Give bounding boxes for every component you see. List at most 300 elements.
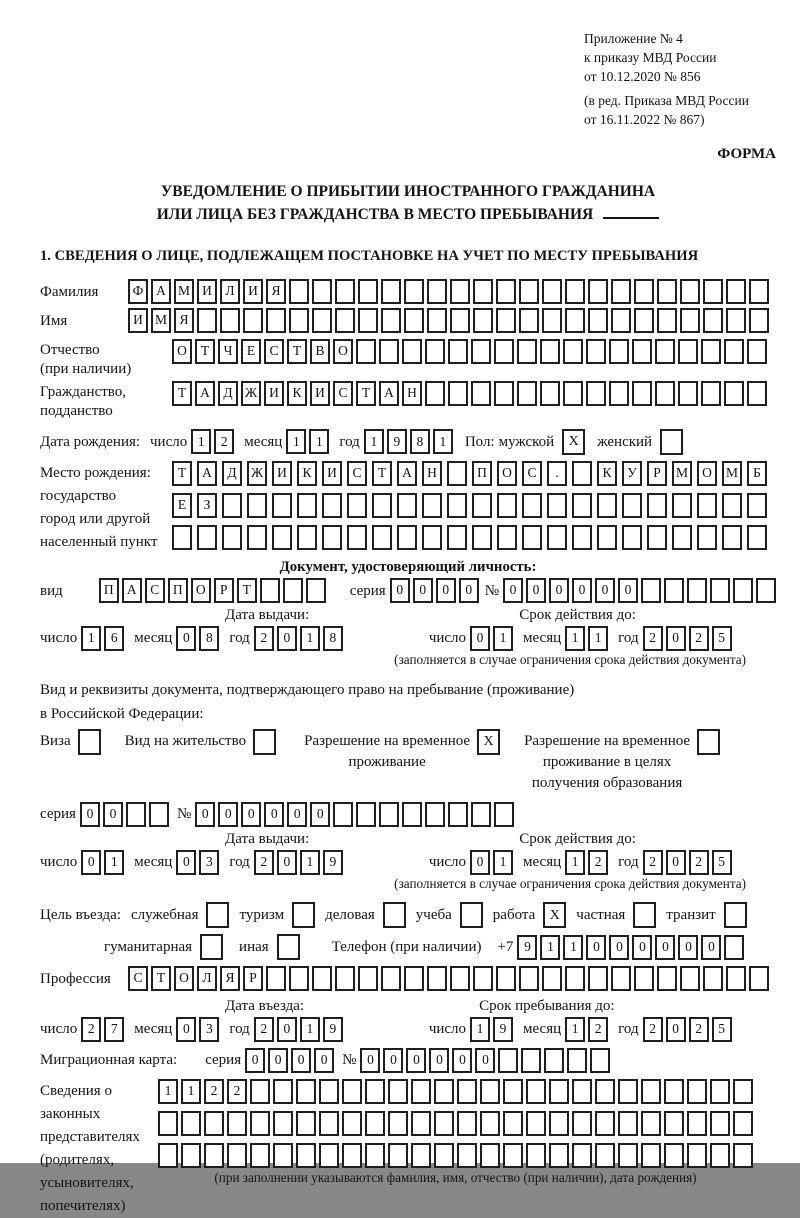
char-box[interactable] — [618, 1111, 638, 1136]
char-box[interactable]: Т — [151, 966, 171, 991]
char-box[interactable]: 1 — [300, 850, 320, 875]
char-box[interactable] — [609, 339, 629, 364]
char-box[interactable] — [473, 279, 493, 304]
char-box[interactable]: К — [297, 461, 317, 486]
char-box[interactable] — [563, 339, 583, 364]
char-box[interactable] — [425, 339, 445, 364]
char-box[interactable] — [471, 802, 491, 827]
char-box[interactable]: 1 — [364, 429, 384, 454]
char-box[interactable] — [356, 802, 376, 827]
char-box[interactable] — [664, 1111, 684, 1136]
char-box[interactable] — [588, 279, 608, 304]
char-box[interactable] — [358, 308, 378, 333]
char-box[interactable] — [372, 525, 392, 550]
char-box[interactable]: 1 — [81, 626, 101, 651]
char-box[interactable]: 0 — [277, 850, 297, 875]
char-box[interactable] — [634, 279, 654, 304]
char-box[interactable]: 0 — [618, 578, 638, 603]
char-box[interactable] — [549, 1111, 569, 1136]
char-box[interactable] — [547, 493, 567, 518]
char-box[interactable]: О — [174, 966, 194, 991]
char-box[interactable]: Е — [241, 339, 261, 364]
char-box[interactable]: Ж — [241, 381, 261, 406]
char-box[interactable] — [680, 308, 700, 333]
char-box[interactable]: 0 — [678, 935, 698, 960]
char-box[interactable] — [733, 1079, 753, 1104]
char-box[interactable]: 2 — [588, 850, 608, 875]
char-box[interactable]: А — [195, 381, 215, 406]
char-box[interactable] — [710, 1079, 730, 1104]
char-box[interactable] — [634, 308, 654, 333]
char-box[interactable]: 0 — [241, 802, 261, 827]
char-box[interactable]: 2 — [689, 1017, 709, 1042]
char-box[interactable] — [260, 578, 280, 603]
char-box[interactable] — [388, 1079, 408, 1104]
char-box[interactable]: Ф — [128, 279, 148, 304]
char-box[interactable]: 1 — [493, 626, 513, 651]
char-box[interactable] — [397, 493, 417, 518]
char-box[interactable] — [687, 1079, 707, 1104]
char-box[interactable] — [618, 1143, 638, 1168]
char-box[interactable]: 1 — [191, 429, 211, 454]
char-box[interactable] — [672, 493, 692, 518]
char-box[interactable] — [306, 578, 326, 603]
char-box[interactable]: 0 — [470, 850, 490, 875]
char-box[interactable]: 2 — [204, 1079, 224, 1104]
char-box[interactable] — [204, 1111, 224, 1136]
char-box[interactable] — [588, 966, 608, 991]
char-box[interactable]: Р — [243, 966, 263, 991]
char-box[interactable]: 9 — [323, 850, 343, 875]
char-box[interactable] — [657, 966, 677, 991]
char-box[interactable] — [427, 308, 447, 333]
char-box[interactable]: 0 — [655, 935, 675, 960]
purpose-other-checkbox[interactable] — [277, 934, 300, 960]
char-box[interactable]: 9 — [387, 429, 407, 454]
char-box[interactable]: 1 — [588, 626, 608, 651]
char-box[interactable] — [655, 339, 675, 364]
char-box[interactable] — [379, 802, 399, 827]
char-box[interactable] — [381, 279, 401, 304]
char-box[interactable]: Л — [220, 279, 240, 304]
char-box[interactable] — [540, 339, 560, 364]
char-box[interactable] — [517, 339, 537, 364]
char-box[interactable]: М — [722, 461, 742, 486]
char-box[interactable] — [756, 578, 776, 603]
char-box[interactable]: Т — [287, 339, 307, 364]
char-box[interactable] — [641, 1143, 661, 1168]
char-box[interactable] — [181, 1143, 201, 1168]
char-box[interactable] — [404, 279, 424, 304]
char-box[interactable]: В — [310, 339, 330, 364]
char-box[interactable]: 0 — [666, 626, 686, 651]
char-box[interactable] — [680, 279, 700, 304]
char-box[interactable] — [402, 802, 422, 827]
char-box[interactable]: 0 — [103, 802, 123, 827]
char-box[interactable] — [480, 1143, 500, 1168]
char-box[interactable] — [289, 279, 309, 304]
char-box[interactable]: Н — [402, 381, 422, 406]
char-box[interactable] — [687, 1143, 707, 1168]
char-box[interactable] — [381, 966, 401, 991]
char-box[interactable]: 0 — [176, 1017, 196, 1042]
char-box[interactable] — [697, 493, 717, 518]
char-box[interactable]: 0 — [572, 578, 592, 603]
char-box[interactable]: 0 — [81, 850, 101, 875]
char-box[interactable] — [703, 279, 723, 304]
char-box[interactable]: Т — [356, 381, 376, 406]
char-box[interactable] — [358, 279, 378, 304]
char-box[interactable] — [657, 308, 677, 333]
char-box[interactable] — [494, 802, 514, 827]
char-box[interactable]: М — [672, 461, 692, 486]
char-box[interactable] — [724, 935, 744, 960]
char-box[interactable]: 6 — [104, 626, 124, 651]
char-box[interactable] — [722, 525, 742, 550]
char-box[interactable]: 2 — [689, 850, 709, 875]
char-box[interactable] — [710, 1143, 730, 1168]
char-box[interactable] — [733, 1143, 753, 1168]
char-box[interactable]: О — [172, 339, 192, 364]
char-box[interactable] — [678, 381, 698, 406]
char-box[interactable] — [710, 578, 730, 603]
char-box[interactable] — [379, 339, 399, 364]
purpose-work-checkbox[interactable]: X — [543, 902, 566, 928]
char-box[interactable] — [586, 339, 606, 364]
char-box[interactable]: О — [697, 461, 717, 486]
char-box[interactable] — [519, 966, 539, 991]
char-box[interactable]: С — [347, 461, 367, 486]
char-box[interactable]: 2 — [254, 850, 274, 875]
char-box[interactable] — [273, 1111, 293, 1136]
char-box[interactable] — [322, 525, 342, 550]
char-box[interactable] — [266, 308, 286, 333]
char-box[interactable] — [655, 381, 675, 406]
char-box[interactable]: 8 — [410, 429, 430, 454]
char-box[interactable] — [542, 308, 562, 333]
char-box[interactable] — [641, 578, 661, 603]
char-box[interactable] — [611, 966, 631, 991]
char-box[interactable]: 1 — [493, 850, 513, 875]
char-box[interactable]: К — [287, 381, 307, 406]
char-box[interactable] — [567, 1048, 587, 1073]
char-box[interactable] — [427, 966, 447, 991]
char-box[interactable] — [595, 1143, 615, 1168]
char-box[interactable] — [549, 1143, 569, 1168]
char-box[interactable] — [273, 1079, 293, 1104]
char-box[interactable] — [749, 308, 769, 333]
char-box[interactable] — [273, 1143, 293, 1168]
char-box[interactable] — [687, 578, 707, 603]
char-box[interactable] — [381, 308, 401, 333]
char-box[interactable]: 0 — [503, 578, 523, 603]
char-box[interactable] — [747, 525, 767, 550]
char-box[interactable]: 0 — [390, 578, 410, 603]
char-box[interactable]: Я — [174, 308, 194, 333]
char-box[interactable] — [457, 1143, 477, 1168]
char-box[interactable] — [247, 525, 267, 550]
char-box[interactable] — [597, 493, 617, 518]
char-box[interactable]: И — [264, 381, 284, 406]
char-box[interactable] — [448, 802, 468, 827]
char-box[interactable] — [335, 308, 355, 333]
char-box[interactable] — [526, 1079, 546, 1104]
char-box[interactable] — [632, 381, 652, 406]
char-box[interactable]: 0 — [406, 1048, 426, 1073]
char-box[interactable] — [657, 279, 677, 304]
char-box[interactable]: 0 — [459, 578, 479, 603]
char-box[interactable] — [634, 966, 654, 991]
char-box[interactable] — [411, 1111, 431, 1136]
char-box[interactable] — [494, 339, 514, 364]
char-box[interactable] — [342, 1079, 362, 1104]
char-box[interactable]: Ч — [218, 339, 238, 364]
char-box[interactable] — [172, 525, 192, 550]
char-box[interactable]: Л — [197, 966, 217, 991]
char-box[interactable] — [222, 493, 242, 518]
char-box[interactable]: 1 — [181, 1079, 201, 1104]
option-temp-residence-checkbox[interactable]: X — [477, 729, 500, 755]
char-box[interactable]: 0 — [666, 850, 686, 875]
char-box[interactable]: 0 — [195, 802, 215, 827]
char-box[interactable]: 0 — [310, 802, 330, 827]
char-box[interactable] — [519, 308, 539, 333]
char-box[interactable] — [312, 308, 332, 333]
char-box[interactable]: 0 — [80, 802, 100, 827]
purpose-tourism-checkbox[interactable] — [292, 902, 315, 928]
char-box[interactable] — [388, 1143, 408, 1168]
char-box[interactable] — [472, 493, 492, 518]
char-box[interactable] — [542, 279, 562, 304]
char-box[interactable] — [197, 308, 217, 333]
char-box[interactable]: Е — [172, 493, 192, 518]
char-box[interactable]: А — [379, 381, 399, 406]
char-box[interactable] — [647, 525, 667, 550]
char-box[interactable]: 1 — [300, 626, 320, 651]
char-box[interactable] — [544, 1048, 564, 1073]
char-box[interactable]: . — [547, 461, 567, 486]
char-box[interactable] — [664, 578, 684, 603]
char-box[interactable]: 8 — [323, 626, 343, 651]
char-box[interactable] — [565, 966, 585, 991]
char-box[interactable]: 9 — [493, 1017, 513, 1042]
char-box[interactable] — [450, 308, 470, 333]
char-box[interactable] — [296, 1111, 316, 1136]
char-box[interactable] — [503, 1079, 523, 1104]
char-box[interactable]: И — [128, 308, 148, 333]
char-box[interactable]: 1 — [300, 1017, 320, 1042]
char-box[interactable] — [572, 1111, 592, 1136]
char-box[interactable]: Т — [195, 339, 215, 364]
char-box[interactable] — [312, 279, 332, 304]
char-box[interactable] — [496, 279, 516, 304]
char-box[interactable]: 1 — [565, 1017, 585, 1042]
char-box[interactable] — [422, 493, 442, 518]
char-box[interactable]: 0 — [264, 802, 284, 827]
char-box[interactable]: 0 — [413, 578, 433, 603]
char-box[interactable] — [497, 493, 517, 518]
char-box[interactable]: С — [145, 578, 165, 603]
char-box[interactable] — [473, 308, 493, 333]
char-box[interactable]: 2 — [81, 1017, 101, 1042]
char-box[interactable]: И — [197, 279, 217, 304]
option-temp-residence-education-checkbox[interactable] — [697, 729, 720, 755]
char-box[interactable] — [158, 1111, 178, 1136]
char-box[interactable] — [422, 525, 442, 550]
char-box[interactable] — [266, 966, 286, 991]
char-box[interactable] — [586, 381, 606, 406]
char-box[interactable]: 0 — [470, 626, 490, 651]
char-box[interactable] — [618, 1079, 638, 1104]
purpose-official-checkbox[interactable] — [206, 902, 229, 928]
char-box[interactable] — [342, 1143, 362, 1168]
char-box[interactable]: 5 — [712, 850, 732, 875]
char-box[interactable] — [519, 279, 539, 304]
char-box[interactable] — [404, 966, 424, 991]
char-box[interactable]: 0 — [666, 1017, 686, 1042]
char-box[interactable] — [347, 493, 367, 518]
char-box[interactable] — [597, 525, 617, 550]
char-box[interactable]: И — [310, 381, 330, 406]
sex-female-checkbox[interactable] — [660, 429, 683, 455]
char-box[interactable]: О — [497, 461, 517, 486]
char-box[interactable]: 1 — [104, 850, 124, 875]
char-box[interactable] — [572, 1143, 592, 1168]
char-box[interactable] — [158, 1143, 178, 1168]
char-box[interactable] — [726, 279, 746, 304]
char-box[interactable] — [572, 493, 592, 518]
char-box[interactable] — [701, 339, 721, 364]
char-box[interactable] — [126, 802, 146, 827]
char-box[interactable]: Р — [647, 461, 667, 486]
char-box[interactable] — [404, 308, 424, 333]
char-box[interactable] — [272, 525, 292, 550]
char-box[interactable]: А — [397, 461, 417, 486]
char-box[interactable] — [447, 525, 467, 550]
char-box[interactable]: 0 — [595, 578, 615, 603]
char-box[interactable]: 1 — [563, 935, 583, 960]
char-box[interactable]: И — [243, 279, 263, 304]
char-box[interactable]: У — [622, 461, 642, 486]
char-box[interactable]: А — [122, 578, 142, 603]
char-box[interactable]: Ж — [247, 461, 267, 486]
char-box[interactable] — [503, 1143, 523, 1168]
char-box[interactable]: 2 — [254, 626, 274, 651]
sex-male-checkbox[interactable]: X — [562, 429, 585, 455]
char-box[interactable] — [322, 493, 342, 518]
char-box[interactable] — [547, 525, 567, 550]
char-box[interactable] — [372, 493, 392, 518]
char-box[interactable]: О — [333, 339, 353, 364]
char-box[interactable] — [611, 308, 631, 333]
char-box[interactable]: 0 — [609, 935, 629, 960]
purpose-transit-checkbox[interactable] — [724, 902, 747, 928]
char-box[interactable] — [549, 1079, 569, 1104]
char-box[interactable] — [572, 461, 592, 486]
char-box[interactable] — [457, 1079, 477, 1104]
char-box[interactable] — [697, 525, 717, 550]
char-box[interactable] — [319, 1079, 339, 1104]
char-box[interactable] — [733, 578, 753, 603]
char-box[interactable] — [622, 525, 642, 550]
char-box[interactable]: С — [333, 381, 353, 406]
char-box[interactable] — [609, 381, 629, 406]
char-box[interactable]: О — [191, 578, 211, 603]
char-box[interactable] — [473, 966, 493, 991]
char-box[interactable] — [457, 1111, 477, 1136]
char-box[interactable]: 2 — [643, 626, 663, 651]
char-box[interactable] — [664, 1079, 684, 1104]
char-box[interactable]: 0 — [176, 626, 196, 651]
char-box[interactable]: 0 — [452, 1048, 472, 1073]
char-box[interactable] — [250, 1143, 270, 1168]
char-box[interactable]: П — [168, 578, 188, 603]
purpose-humanitarian-checkbox[interactable] — [200, 934, 223, 960]
char-box[interactable]: 1 — [286, 429, 306, 454]
char-box[interactable] — [335, 279, 355, 304]
char-box[interactable] — [496, 966, 516, 991]
char-box[interactable]: 0 — [218, 802, 238, 827]
char-box[interactable] — [365, 1111, 385, 1136]
char-box[interactable] — [678, 339, 698, 364]
char-box[interactable] — [342, 1111, 362, 1136]
char-box[interactable] — [680, 966, 700, 991]
char-box[interactable]: 0 — [314, 1048, 334, 1073]
char-box[interactable] — [572, 1079, 592, 1104]
char-box[interactable] — [480, 1111, 500, 1136]
char-box[interactable] — [220, 308, 240, 333]
char-box[interactable] — [296, 1143, 316, 1168]
char-box[interactable] — [522, 525, 542, 550]
char-box[interactable]: И — [322, 461, 342, 486]
char-box[interactable] — [319, 1143, 339, 1168]
char-box[interactable]: 8 — [199, 626, 219, 651]
char-box[interactable] — [664, 1143, 684, 1168]
char-box[interactable] — [388, 1111, 408, 1136]
char-box[interactable] — [701, 381, 721, 406]
char-box[interactable] — [472, 525, 492, 550]
char-box[interactable] — [227, 1111, 247, 1136]
char-box[interactable]: Д — [222, 461, 242, 486]
char-box[interactable]: 0 — [475, 1048, 495, 1073]
char-box[interactable] — [747, 493, 767, 518]
char-box[interactable] — [358, 966, 378, 991]
char-box[interactable] — [250, 1079, 270, 1104]
char-box[interactable] — [297, 493, 317, 518]
purpose-private-checkbox[interactable] — [633, 902, 656, 928]
purpose-study-checkbox[interactable] — [460, 902, 483, 928]
char-box[interactable] — [471, 339, 491, 364]
char-box[interactable] — [590, 1048, 610, 1073]
char-box[interactable]: 1 — [158, 1079, 178, 1104]
char-box[interactable] — [425, 381, 445, 406]
char-box[interactable] — [726, 966, 746, 991]
char-box[interactable]: М — [174, 279, 194, 304]
char-box[interactable] — [497, 525, 517, 550]
char-box[interactable] — [448, 381, 468, 406]
char-box[interactable] — [647, 493, 667, 518]
option-residence-permit-checkbox[interactable] — [253, 729, 276, 755]
char-box[interactable] — [710, 1111, 730, 1136]
char-box[interactable] — [448, 339, 468, 364]
char-box[interactable]: 5 — [712, 1017, 732, 1042]
char-box[interactable]: 1 — [565, 626, 585, 651]
char-box[interactable] — [402, 339, 422, 364]
char-box[interactable] — [204, 1143, 224, 1168]
char-box[interactable]: Р — [214, 578, 234, 603]
char-box[interactable] — [503, 1111, 523, 1136]
char-box[interactable] — [722, 493, 742, 518]
